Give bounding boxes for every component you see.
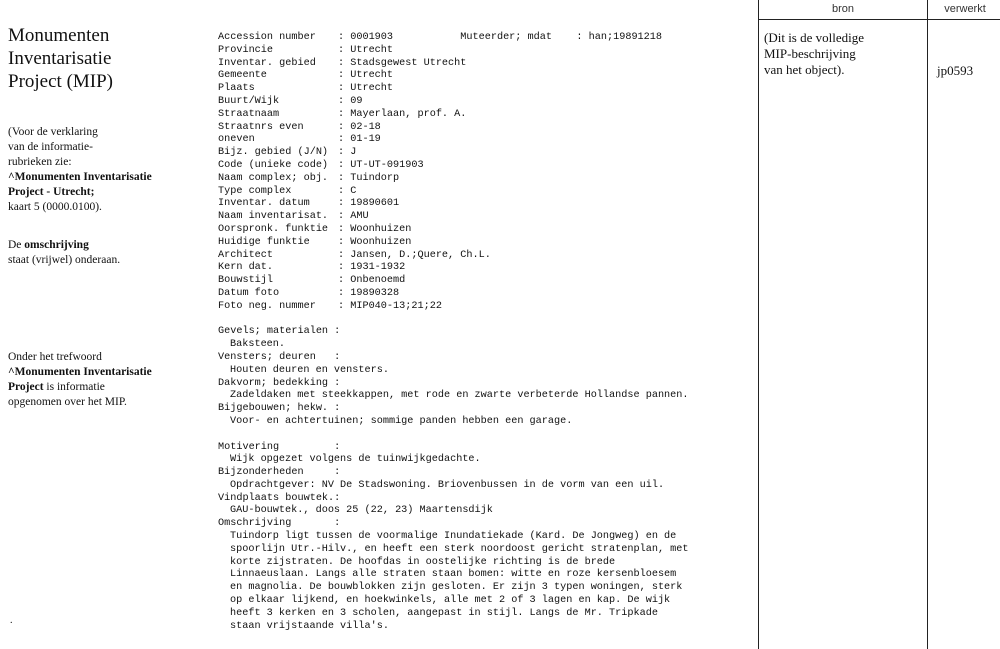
- field-label: Buurt/Wijk: [218, 95, 280, 107]
- record-field: [218, 211, 748, 224]
- keyword-note: [8, 350, 152, 410]
- verwerkt-cell: jp0593: [937, 63, 974, 78]
- note-line: staat (vrijwel) onderaan.: [8, 254, 121, 266]
- bron-cell: [764, 30, 914, 78]
- note-line: (Voor de verklaring: [8, 126, 98, 138]
- record-field: [218, 173, 748, 186]
- section-body: Zadeldaken met steekkappen, met rode en zwarte verbeterde Hollandse pannen.: [230, 390, 689, 402]
- section-title: Bijgebouwen; hekw. :: [218, 403, 341, 415]
- title-line: Inventarisatie: [8, 48, 112, 69]
- legend-note: [8, 125, 152, 215]
- field-label: Gemeente: [218, 70, 267, 82]
- section-body: Tuindorp ligt tussen de voormalige Inundatiekade (Kard. De Jongweg) en de spoorlijn Utr.-Hilv., en heeft een sterk noordoost gericht stratenplan, met korte zijstraten. De hoofdas in oostelijke richting is de brede Linnaeuslaan. Langs alle straten staan bomen: witte en roze kersenbloesem en magnolia. De bouwblokken zijn gesloten. Er zijn 3 typen woningen, sterk op elkaar lijkend, en hoekwinkels, alle met 2 of 3 lagen en kap. De wijk heeft 3 kerken en 3 scholen, aangepast in stijl. Langs de Mr. Tripkade staan vrijstaande villa's.: [230, 531, 689, 632]
- field-value: : Onbenoemd: [338, 275, 406, 287]
- field-label: Code (unieke code): [218, 159, 329, 171]
- field-label: Inventar. datum: [218, 198, 310, 210]
- field-label: Plaats: [218, 83, 255, 95]
- record-field: [218, 288, 748, 301]
- field-label: Naam inventarisat.: [218, 211, 329, 223]
- field-value: : Utrecht: [338, 70, 394, 82]
- spacer: [218, 314, 748, 327]
- record-field: [218, 70, 748, 83]
- field-value: : Mayerlaan, prof. A.: [338, 108, 467, 120]
- note-line: kaart 5 (0000.0100).: [8, 201, 102, 213]
- title-line: Project (MIP): [8, 71, 114, 92]
- bron-line: (Dit is de volledige: [764, 30, 865, 45]
- spacer: [218, 429, 748, 442]
- left-column: [8, 24, 198, 408]
- field-label: Bijz. gebied (J/N): [218, 147, 329, 159]
- field-value: : AMU: [338, 211, 369, 223]
- note-line: van de informatie-: [8, 141, 93, 153]
- note-line: opgenomen over het MIP.: [8, 396, 127, 408]
- field-label: Provincie: [218, 44, 274, 56]
- record-field: [218, 198, 748, 211]
- record-field: [218, 147, 748, 160]
- field-label: Straatnrs even: [218, 121, 304, 133]
- section-body: GAU-bouwtek., doos 25 (22, 23) Maartensdijk: [230, 505, 493, 517]
- field-label: Accession number: [218, 32, 316, 43]
- stray-dot: .: [10, 615, 13, 626]
- section-body: Voor- en achtertuinen; sommige panden hebben een garage.: [230, 415, 573, 427]
- field-value: : 02-18: [338, 121, 381, 133]
- field-value: : 19890601: [338, 198, 400, 210]
- field-value: : Jansen, D.;Quere, Ch.L.: [338, 249, 491, 261]
- record-field: [218, 109, 748, 122]
- record-field: [218, 45, 748, 58]
- field-label: Naam complex; obj.: [218, 172, 329, 184]
- field-value: : 1931-1932: [338, 262, 406, 274]
- section-title: Dakvorm; bedekking :: [218, 377, 341, 389]
- record-field: [218, 122, 748, 135]
- record-field: [218, 160, 748, 173]
- field-label: Kern dat.: [218, 262, 274, 274]
- field-label: Architect: [218, 249, 274, 261]
- record-field: [218, 275, 748, 288]
- record-field: [218, 262, 748, 275]
- bron-line: van het object).: [764, 62, 845, 77]
- field-value: : 09: [338, 95, 363, 107]
- field-label: Oorspronk. funktie: [218, 223, 329, 235]
- field-label: Type complex: [218, 185, 292, 197]
- note-text: is informatie: [43, 381, 105, 393]
- reference-link[interactable]: ^Monumenten Inventarisatie: [8, 171, 152, 183]
- record-field: [218, 186, 748, 199]
- section-body: Houten deuren en vensters.: [230, 364, 389, 376]
- field-label: Bouwstijl: [218, 275, 274, 287]
- field-value: : UT-UT-091903: [338, 159, 424, 171]
- field-label: Inventar. gebied: [218, 57, 316, 69]
- record-field: [218, 301, 748, 314]
- column-header-verwerkt: verwerkt: [944, 3, 986, 15]
- section-title: Motivering :: [218, 441, 341, 453]
- section-title: Vensters; deuren :: [218, 351, 341, 363]
- field-value: : Tuindorp: [338, 172, 400, 184]
- field-label: Straatnaam: [218, 108, 280, 120]
- field-value: : 0001903 Muteerder; mdat : han;19891218: [338, 32, 663, 43]
- record-field: [218, 250, 748, 263]
- field-value: : Woonhuizen: [338, 223, 412, 235]
- reference-link[interactable]: ^Monumenten Inventarisatie: [8, 366, 152, 378]
- field-value: : C: [338, 185, 357, 197]
- field-value: : MIP040-13;21;22: [338, 300, 442, 312]
- record-field: [218, 237, 748, 250]
- field-label: Foto neg. nummer: [218, 300, 316, 312]
- field-value: : 01-19: [338, 134, 381, 146]
- table-header: [759, 0, 1000, 20]
- mip-record: [218, 32, 748, 633]
- section-title: Omschrijving :: [218, 518, 341, 530]
- column-header-bron: bron: [831, 3, 855, 15]
- record-field: [218, 134, 748, 147]
- record-field: [218, 32, 748, 45]
- field-value: : Woonhuizen: [338, 236, 412, 248]
- reference-link[interactable]: Project: [8, 381, 44, 393]
- section-title: Bijzonderheden :: [218, 467, 341, 479]
- section-title: Gevels; materialen :: [218, 326, 341, 338]
- record-field: [218, 96, 748, 109]
- field-value: : Utrecht: [338, 44, 394, 56]
- field-label: Datum foto: [218, 287, 280, 299]
- description-note: [8, 238, 120, 268]
- section-title: Vindplaats bouwtek.:: [218, 492, 341, 504]
- section-body: Wijk opgezet volgens de tuinwijkgedachte.: [230, 454, 481, 466]
- page-title: [8, 24, 198, 93]
- note-line: Onder het trefwoord: [8, 351, 102, 363]
- title-line: Monumenten: [8, 25, 110, 46]
- bron-line: MIP-beschrijving: [764, 46, 856, 61]
- record-field: [218, 224, 748, 237]
- field-value: : 19890328: [338, 287, 400, 299]
- section-body: Opdrachtgever: NV De Stadswoning. Briovenbussen in de vorm van een uil.: [230, 479, 665, 491]
- field-value: : Utrecht: [338, 83, 394, 95]
- section-body: Baksteen.: [230, 339, 286, 351]
- record-field: [218, 83, 748, 96]
- note-line: rubrieken zie:: [8, 156, 72, 168]
- field-label: Huidige funktie: [218, 236, 310, 248]
- field-value: : Stadsgewest Utrecht: [338, 57, 467, 69]
- reference-link[interactable]: Project - Utrecht;: [8, 186, 95, 198]
- field-label: oneven: [218, 134, 255, 146]
- note-text: De: [8, 239, 25, 251]
- source-table: [758, 0, 1000, 649]
- record-field: [218, 58, 748, 71]
- field-value: : J: [338, 147, 357, 159]
- column-divider: [927, 0, 928, 649]
- note-bold: omschrijving: [24, 239, 89, 251]
